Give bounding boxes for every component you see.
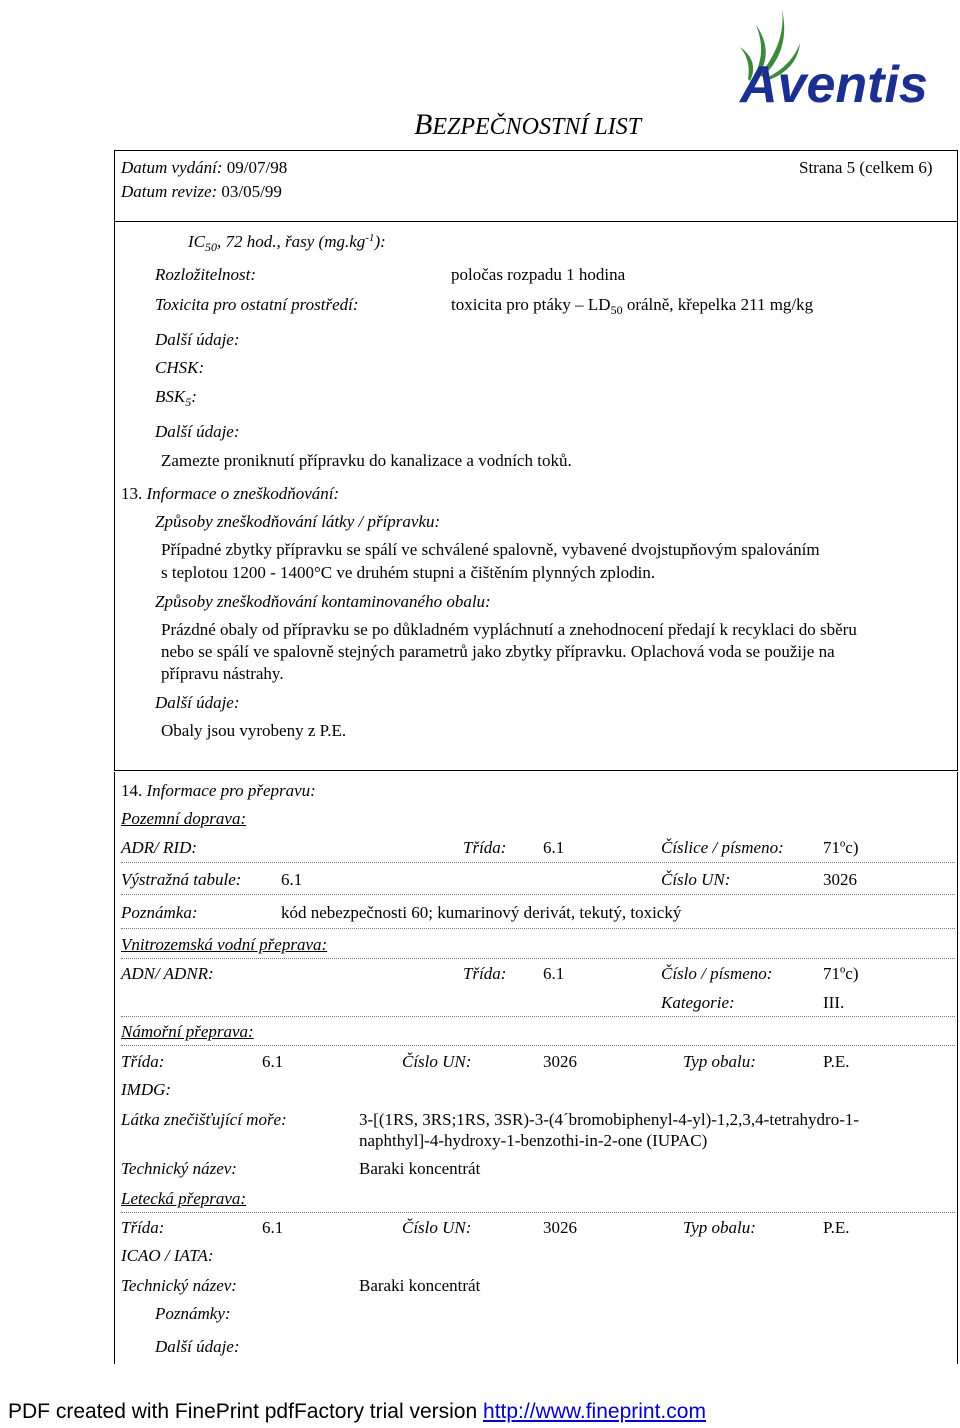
pozemni-doprava-heading: Pozemní doprava: [121, 809, 247, 828]
poznamka-value: kód nebezpečnosti 60; kumarinový derivát, tekutý, toxický [281, 903, 682, 922]
kategorie-label: Kategorie: [661, 993, 735, 1012]
rozlozitelnost-value: poločas rozpadu 1 hodina [451, 265, 626, 284]
sec12-dalsi-2: Další údaje: [155, 422, 240, 441]
toxicita-b: orálně, křepelka 211 mg/kg [622, 295, 814, 314]
footer-link[interactable]: http://www.fineprint.com [483, 1400, 706, 1423]
adn-dotted-rule [121, 1016, 955, 1017]
toxicita-a: toxicita pro ptáky – LD [451, 295, 611, 314]
toxicita-label: Toxicita pro ostatní prostředí: [155, 295, 359, 314]
let-trida-label: Třída: [121, 1218, 165, 1237]
icao-label: ICAO / IATA: [121, 1246, 214, 1265]
ic50-a: IC [188, 232, 205, 251]
sec14-number: 14. [121, 781, 143, 800]
sec13-zpusob2-line1: Prázdné obaly od přípravku se po důkladném vypláchnutí a znehodnocení předají k recyklaci do sběru [161, 620, 857, 639]
namorni-dotted-rule [121, 1045, 955, 1046]
ic50-label [188, 232, 386, 255]
bsk-a: BSK [155, 387, 186, 406]
adr-cislice-label: Číslice / písmeno: [661, 838, 784, 857]
sec14-dalsi: Další údaje: [155, 1337, 240, 1356]
frame-right-rule [957, 150, 958, 770]
title-rest: EZPEČNOSTNÍ LIST [432, 114, 642, 140]
nam-technicky-value: Baraki koncentrát [359, 1159, 481, 1178]
nam-trida-value: 6.1 [262, 1052, 284, 1071]
poznamka-label: Poznámka: [121, 903, 198, 922]
ic50-sub: 50 [205, 240, 217, 254]
nam-trida-label: Třída: [121, 1052, 165, 1071]
let-technicky-label: Technický název: [121, 1276, 237, 1295]
imdg-label: IMDG: [121, 1080, 172, 1099]
rozlozitelnost-label: Rozložitelnost: [155, 265, 257, 284]
header-top-rule [114, 150, 958, 151]
frame-bottom-rule [114, 770, 958, 771]
sec13-obaly: Obaly jsou vyrobeny z P.E. [161, 721, 347, 740]
let-trida-value: 6.1 [262, 1218, 284, 1237]
vystrazna-value: 6.1 [281, 870, 303, 889]
sec14-title: Informace pro přepravu: [146, 781, 316, 800]
issue-date [121, 158, 287, 178]
toxicita-sub: 50 [610, 303, 623, 317]
sec13-zpusob1-label: Způsoby zneškodňování látky / přípravku: [155, 512, 441, 531]
latka-label: Látka znečišťující moře: [121, 1110, 287, 1129]
adr-un-label: Číslo UN: [661, 870, 731, 889]
frame-left-rule [114, 150, 115, 770]
adn-label: ADN/ ADNR: [121, 964, 214, 983]
sec13-zpusob2-line2: nebo se spálí ve spalovně stejných parametrů jako zbytky přípravku. Oplachová voda se použije na [161, 642, 835, 661]
adn-trida-value: 6.1 [543, 964, 565, 983]
ic50-c: ): [374, 232, 386, 251]
bsk-sub: 5 [185, 395, 192, 409]
sec13-zpusob2-label: Způsoby zneškodňování kontaminovaného obalu: [155, 592, 491, 611]
let-typ-label: Typ obalu: [683, 1218, 756, 1237]
issue-date-value: 09/07/98 [226, 158, 288, 177]
namorni-heading: Námořní přeprava: [121, 1022, 254, 1041]
header-bottom-rule [114, 221, 958, 222]
sec14-right-rule [957, 772, 958, 1364]
nam-un-label: Číslo UN: [402, 1052, 472, 1071]
vystrazna-dotted-rule [121, 894, 955, 895]
latka-line2: naphthyl]-4-hydroxy-1-benzothi-in-2-one (IUPAC) [359, 1131, 708, 1150]
kategorie-value: III. [823, 993, 845, 1012]
sec13-zpusob1-line1: Případné zbytky přípravku se spálí ve schválené spalovně, vybavené dvojstupňovým spalováním [161, 540, 820, 559]
adr-trida-value: 6.1 [543, 838, 565, 857]
sec13-heading [121, 484, 339, 504]
ic50-b: , 72 hod., řasy (mg.kg [217, 232, 366, 251]
poznamky-label: Poznámky: [155, 1304, 231, 1323]
nam-typ-value: P.E. [823, 1052, 850, 1071]
sec13-dalsi: Další údaje: [155, 693, 240, 712]
vystrazna-label: Výstražná tabule: [121, 870, 242, 889]
adn-trida-label: Třída: [463, 964, 507, 983]
sec14-left-rule [114, 772, 115, 1364]
adr-un-value: 3026 [823, 870, 857, 889]
logo-wordmark: Aventis [740, 56, 928, 114]
issue-date-label: Datum vydání: [121, 158, 223, 177]
let-typ-value: P.E. [823, 1218, 850, 1237]
footer-text: PDF created with FinePrint pdfFactory trial version [8, 1400, 484, 1423]
let-technicky-value: Baraki koncentrát [359, 1276, 481, 1295]
letecka-heading: Letecká přeprava: [121, 1189, 247, 1208]
letecka-dotted-rule [121, 1212, 955, 1213]
page-number: Strana 5 (celkem 6) [799, 158, 933, 177]
adr-label: ADR/ RID: [121, 838, 198, 857]
latka-line1: 3-[(1RS, 3RS;1RS, 3SR)-3-(4´bromobiphenyl-4-yl)-1,2,3,4-tetrahydro-1- [359, 1110, 860, 1129]
revision-date-label: Datum revize: [121, 182, 218, 201]
let-un-value: 3026 [543, 1218, 577, 1237]
adr-dotted-rule [121, 862, 955, 863]
poznamka-dotted-rule [121, 928, 955, 929]
revision-date [121, 182, 282, 202]
vnitrozemska-dotted-rule [121, 958, 955, 959]
title-initial: B [414, 108, 433, 141]
adr-cislice-value: 71ºc) [823, 838, 859, 857]
nam-technicky-label: Technický název: [121, 1159, 237, 1178]
nam-typ-label: Typ obalu: [683, 1052, 756, 1071]
chsk-label: CHSK: [155, 358, 205, 377]
sec13-zpusob1-line2: s teplotou 1200 - 1400°C ve druhém stupni a čištěním plynných zplodin. [161, 563, 656, 582]
let-un-label: Číslo UN: [402, 1218, 472, 1237]
adr-trida-label: Třída: [463, 838, 507, 857]
bsk-label [155, 387, 197, 410]
sec13-number: 13. [121, 484, 143, 503]
revision-date-value: 03/05/99 [221, 182, 282, 201]
bsk-b: : [191, 387, 197, 406]
sec12-dalsi-1: Další údaje: [155, 330, 240, 349]
nam-un-value: 3026 [543, 1052, 577, 1071]
toxicita-value [451, 295, 813, 318]
sec13-zpusob2-line3: přípravu nástrahy. [161, 664, 284, 683]
document-title [414, 108, 641, 142]
pdf-footer [8, 1400, 706, 1424]
sec14-heading [121, 781, 316, 801]
adn-cislo-label: Číslo / písmeno: [661, 964, 773, 983]
ic50-sup: -1 [365, 232, 375, 244]
adn-cislo-value: 71ºc) [823, 964, 859, 983]
zamezte-text: Zamezte proniknutí přípravku do kanalizace a vodních toků. [161, 451, 572, 470]
sec13-title: Informace o zneškodňování: [146, 484, 340, 503]
vnitrozemska-heading: Vnitrozemská vodní přeprava: [121, 935, 328, 954]
